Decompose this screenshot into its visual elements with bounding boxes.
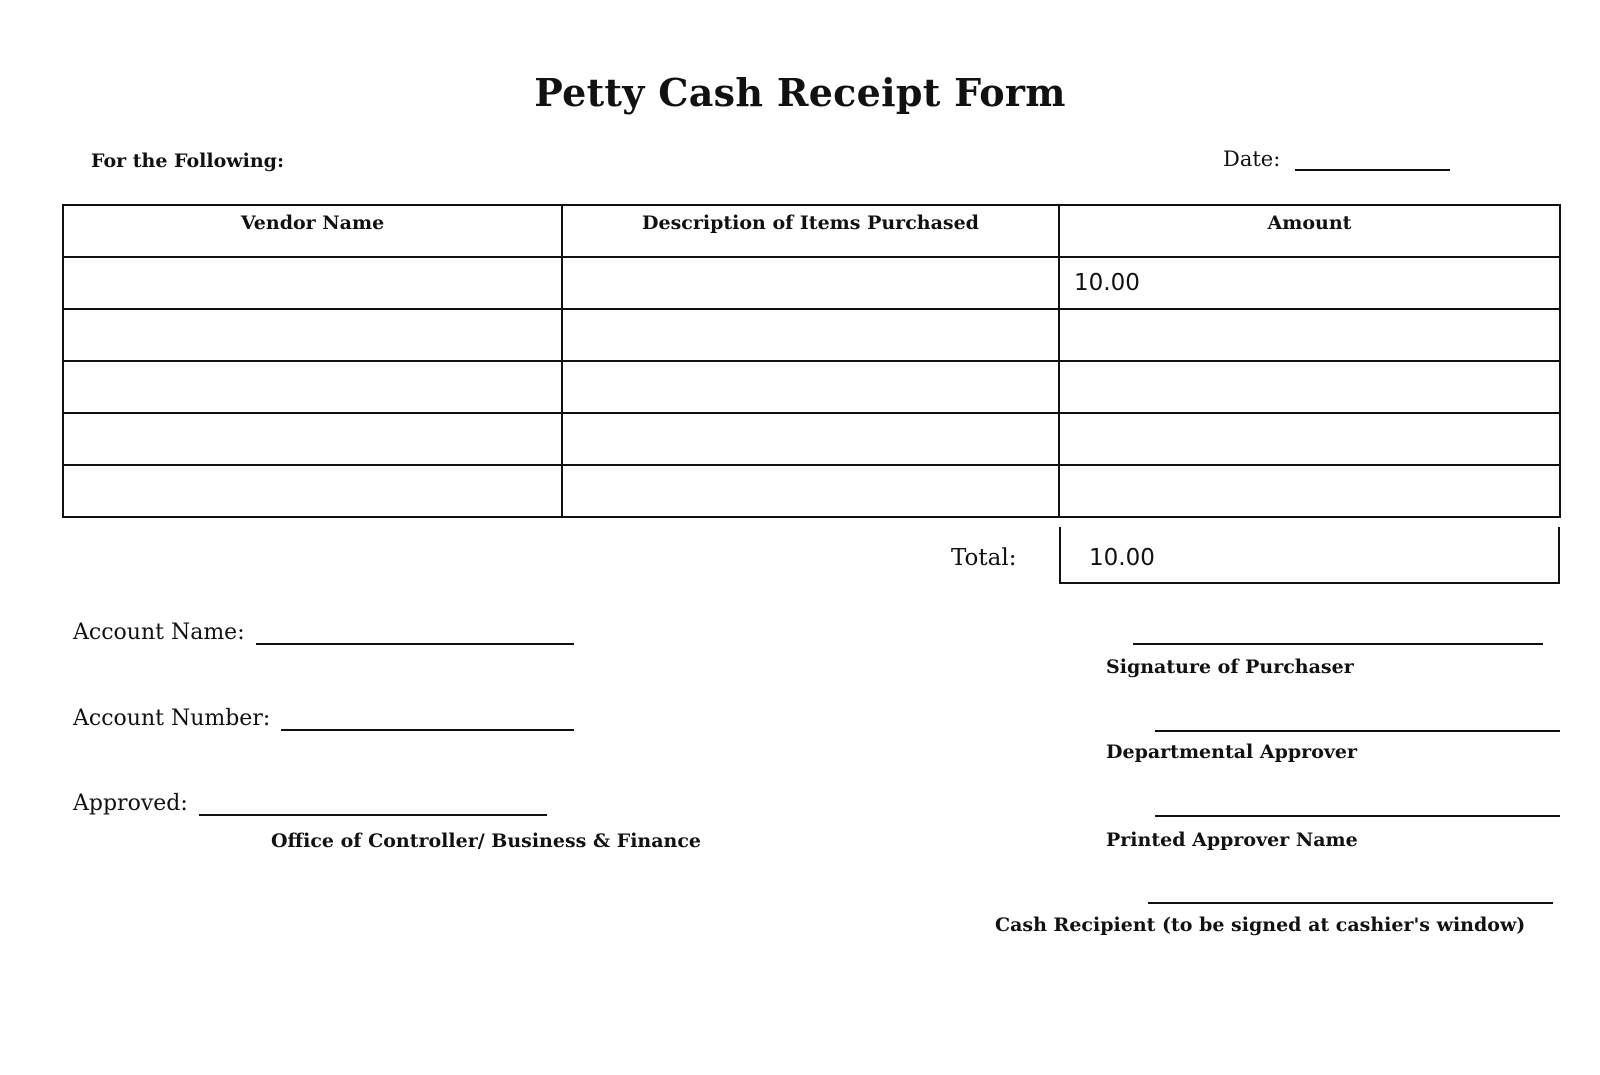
vendor-cell[interactable] [63, 465, 562, 517]
account-name-blank[interactable] [256, 643, 574, 645]
cash-recipient-line[interactable] [1148, 902, 1553, 904]
account-number-label: Account Number: [73, 706, 271, 731]
amount-cell[interactable] [1059, 465, 1560, 517]
description-cell[interactable] [562, 413, 1059, 465]
amount-cell[interactable]: 10.00 [1059, 257, 1560, 309]
description-cell[interactable] [562, 361, 1059, 413]
header-description: Description of Items Purchased [562, 205, 1059, 257]
cash-recipient-label: Cash Recipient (to be signed at cashier's window) [995, 914, 1526, 936]
date-label: Date: [1223, 147, 1281, 171]
approved-label: Approved: [73, 791, 188, 816]
amount-cell[interactable] [1059, 413, 1560, 465]
description-cell[interactable] [562, 257, 1059, 309]
departmental-signature-line[interactable] [1155, 730, 1560, 732]
amount-cell[interactable] [1059, 309, 1560, 361]
vendor-cell[interactable] [63, 309, 562, 361]
vendor-cell[interactable] [63, 413, 562, 465]
account-number-blank[interactable] [281, 729, 574, 731]
table-row [63, 361, 1560, 413]
purchase-table [62, 204, 1561, 518]
date-blank[interactable] [1295, 169, 1450, 171]
approved-sublabel: Office of Controller/ Business & Finance [271, 830, 702, 852]
account-name-label: Account Name: [73, 620, 245, 645]
approved-blank[interactable] [199, 814, 547, 816]
purchaser-signature-line[interactable] [1133, 643, 1543, 645]
printed-approver-label: Printed Approver Name [1106, 829, 1358, 851]
description-cell[interactable] [562, 465, 1059, 517]
approved-field[interactable] [73, 791, 547, 816]
vendor-cell[interactable] [63, 361, 562, 413]
amount-cell[interactable] [1059, 361, 1560, 413]
table-row [63, 257, 1560, 309]
table-row [63, 465, 1560, 517]
page-title: Petty Cash Receipt Form [534, 70, 1066, 115]
table-row [63, 413, 1560, 465]
table-row [63, 309, 1560, 361]
table-header-row [63, 205, 1560, 257]
date-field[interactable] [1223, 147, 1450, 171]
vendor-cell[interactable] [63, 257, 562, 309]
total-label: Total: [951, 545, 1017, 571]
departmental-approver-label: Departmental Approver [1106, 741, 1358, 763]
for-following-label: For the Following: [91, 150, 284, 172]
header-amount: Amount [1059, 205, 1560, 257]
total-value: 10.00 [1089, 545, 1155, 571]
purchaser-signature-label: Signature of Purchaser [1106, 656, 1354, 678]
account-name-field[interactable] [73, 620, 574, 645]
account-number-field[interactable] [73, 706, 574, 731]
description-cell[interactable] [562, 309, 1059, 361]
printed-name-line[interactable] [1155, 815, 1560, 817]
header-vendor-name: Vendor Name [63, 205, 562, 257]
